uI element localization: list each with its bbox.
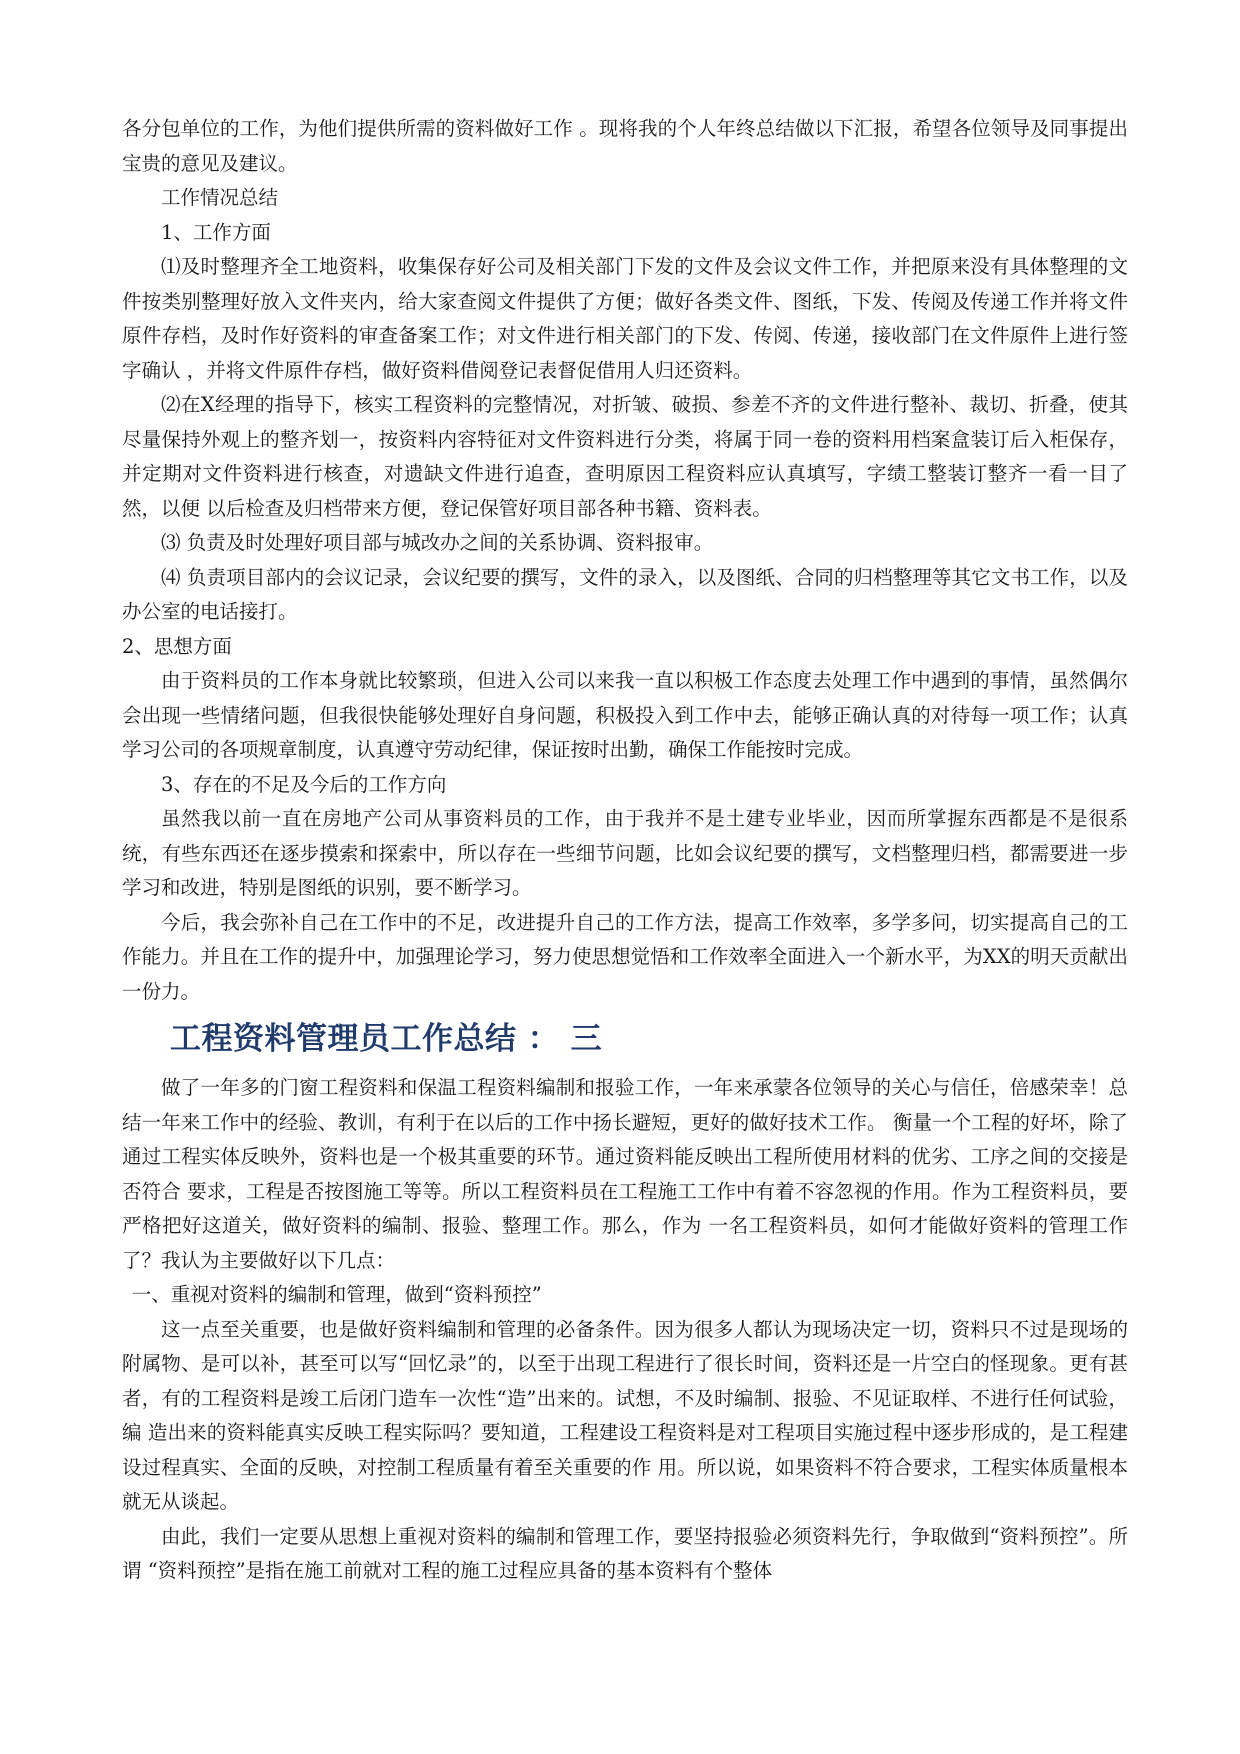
paragraph-future: 今后，我会弥补自己在工作中的不足，改进提升自己的工作方法，提高工作效率，多学多问，切实提高自己的工作能力。并且在工作的提升中，加强理论学习，努力使思想觉悟和工作效率全面进入一个新水平，为XX的明天贡献出一份力。	[122, 910, 1128, 1003]
paragraph-item-1: ⑴及时整理齐全工地资料，收集保存好公司及相关部门下发的文件及会议文件工作，并把原来没有具体整理的文件按类别整理好放入文件夹内，给大家查阅文件提供了方便；做好各类文件、图纸，下发、传阅及传递工作并将文件原件存档，及时作好资料的审查备案工作；对文件进行相关部门的下发、传阅、传递，接收部门在文件原件上进行签字确认 ，并将文件原件存档，做好资料借阅登记表督促借用人归还资料。	[122, 255, 1128, 382]
paragraph-item-4: ⑷ 负责项目部内的会议记录，会议纪要的撰写，文件的录入，以及图纸、合同的归档整理等其它文书工作，以及办公室的电话接打。	[122, 565, 1128, 623]
heading-thought-aspect: 2、思想方面	[122, 634, 232, 658]
paragraph-intro: 各分包单位的工作，为他们提供所需的资料做好工作 。现将我的个人年终总结做以下汇报，希望各位领导及同事提出宝贵的意见及建议。	[122, 117, 1128, 175]
heading-point-one: 一、重视对资料的编制和管理，做到“资料预控”	[131, 1283, 542, 1306]
heading-shortcomings: 3、存在的不足及今后的工作方向	[161, 772, 447, 796]
paragraph-thought: 由于资料员的工作本身就比较繁琐，但进入公司以来我一直以积极工作态度去处理工作中遇到的事情，虽然偶尔会出现一些情绪问题，但我很快能够处理好自身问题，积极投入到工作中去，能够正确认真的对待每一项工作；认真学习公司的各项规章制度，认真遵守劳动纪律，保证按时出勤，确保工作能按时完成。	[122, 669, 1128, 761]
paragraph-section3-intro: 做了一年多的门窗工程资料和保温工程资料编制和报验工作，一年来承蒙各位领导的关心与信任，倍感荣幸！总结一年来工作中的经验、教训，有利于在以后的工作中扬长避短，更好的做好技术工作。 衡量一个工程的好坏，除了通过工程实体反映外，资料也是一个极其重要的环节。通过资料能反映出工程所使用材料的优劣、工序之间的交接是否符合 要求，工程是否按图施工等等。所以工程资料员在工程施工工作中有着不容忽视的作用。作为工程资料员，要严格把好这道关，做好资料的编制、报验、整理工作。那么，作为 一名工程资料员，如何才能做好资料的管理工作了？我认为主要做好以下几点：	[122, 1076, 1128, 1272]
heading-work-aspect: 1、工作方面	[161, 220, 271, 244]
paragraph-point-one: 这一点至关重要，也是做好资料编制和管理的必备条件。因为很多人都认为现场决定一切，资料只不过是现场的附属物、是可以补，甚至可以写“回忆录”的，以至于出现工程进行了很长时间，资料还是一片空白的怪现象。更有甚者，有的工程资料是竣工后闭门造车一次性“造”出来的。试想，不及时编制、报验、不见证取样、不进行任何试验，编 造出来的资料能真实反映工程实际吗？要知道，工程建设工程资料是对工程项目实施过程中逐步形成的，是工程建设过程真实、全面的反映，对控制工程质量有着至关重要的作 用。所以说，如果资料不符合要求，工程实体质量根本就无从谈起。	[122, 1317, 1128, 1513]
paragraph-data-precontrol: 由此，我们一定要从思想上重视对资料的编制和管理工作，要坚持报验必须资料先行，争取做到“资料预控”。所谓 “资料预控”是指在施工前就对工程的施工过程应具备的基本资料有个整体	[122, 1524, 1128, 1582]
section-title: 工程资料管理员工作总结 ： 三	[170, 1021, 603, 1057]
paragraph-shortcomings: 虽然我以前一直在房地产公司从事资料员的工作，由于我并不是土建专业毕业，因而所掌握东西都是不是很系统，有些东西还在逐步摸索和探索中，所以存在一些细节问题，比如会议纪要的撰写，文档整理归档，都需要进一步学习和改进，特别是图纸的识别，要不断学习。	[122, 807, 1128, 899]
document-page	[122, 112, 1128, 1589]
heading-work-summary: 工作情况总结	[161, 186, 279, 209]
paragraph-item-3: ⑶ 负责及时处理好项目部与城改办之间的关系协调、资料报审。	[161, 531, 714, 554]
paragraph-item-2: ⑵在X经理的指导下，核实工程资料的完整情况，对折皱、破损、参差不齐的文件进行整补、裁切、折叠，使其尽量保持外观上的整齐划一，按资料内容特征对文件资料进行分类，将属于同一卷的资料用档案盒装订后入柜保存，并定期对文件资料进行核查，对遗缺文件进行追查，查明原因工程资料应认真填写，字绩工整装订整齐一看一目了然，以便 以后检查及归档带来方便，登记保管好项目部各种书籍、资料表。	[122, 393, 1128, 520]
